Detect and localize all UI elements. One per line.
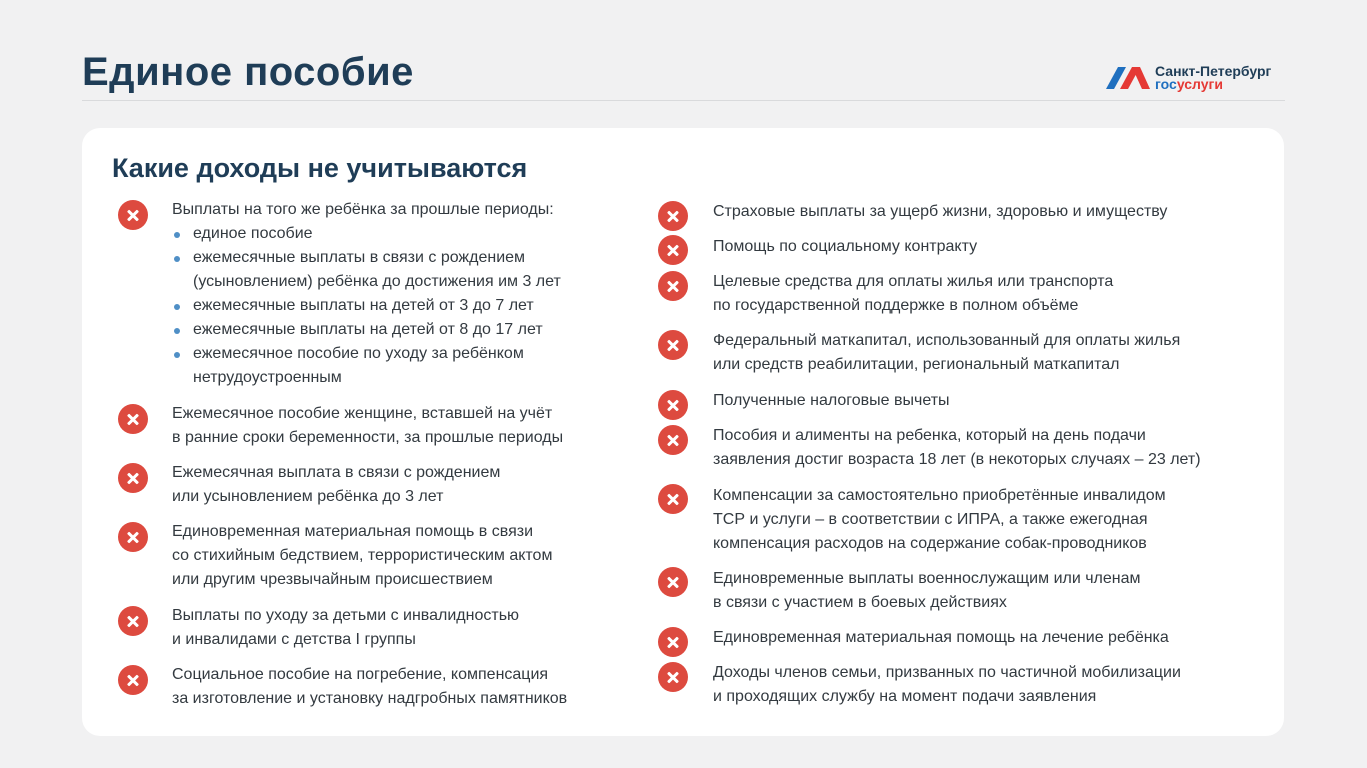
item-text-line: Доходы членов семьи, призванных по частичной мобилизации: [713, 664, 1181, 681]
item-text-line: в ранние сроки беременности, за прошлые периоды: [172, 429, 564, 446]
x-circle-icon: [118, 200, 148, 230]
x-circle-icon: [118, 463, 148, 493]
x-circle-icon: [658, 330, 688, 360]
item-text-line: Федеральный маткапитал, использованный для оплаты жилья: [713, 332, 1181, 349]
x-circle-icon: [658, 390, 688, 420]
item-text-line: или усыновлением ребёнка до 3 лет: [172, 488, 444, 505]
x-circle-icon: [658, 662, 688, 692]
x-circle-icon: [658, 201, 688, 231]
item-text-line: Выплаты по уходу за детьми с инвалидностью: [172, 607, 520, 624]
x-circle-icon: [658, 627, 688, 657]
x-circle-icon: [658, 271, 688, 301]
item-text-line: Ежемесячная выплата в связи с рождением: [172, 464, 501, 481]
item-text-line: компенсация расходов на содержание собак-проводников: [713, 535, 1147, 552]
item-text-line: за изготовление и установку надгробных памятников: [172, 690, 568, 707]
item-text-line: Компенсации за самостоятельно приобретённые инвалидом: [713, 487, 1166, 504]
item-text-line: в связи с участием в боевых действиях: [713, 594, 1007, 611]
section-title: Какие доходы не учитываются: [112, 153, 528, 183]
item-text-line: Ежемесячное пособие женщине, вставшей на учёт: [172, 405, 553, 422]
item-text-line: Пособия и алименты на ребенка, который на день подачи: [713, 427, 1146, 444]
item-text-line: и проходящих службу на момент подачи заявления: [713, 688, 1097, 705]
gosuslugi-spb-logo[interactable]: [1106, 60, 1286, 90]
x-circle-icon: [658, 235, 688, 265]
logo-city: Санкт-Петербург: [1155, 63, 1272, 79]
item-text-line: и инвалидами с детства I группы: [172, 631, 416, 648]
logo-service: [1155, 77, 1223, 91]
item-text-line: Полученные налоговые вычеты: [713, 392, 950, 409]
x-circle-icon: [658, 425, 688, 455]
item-text: Выплаты на того же ребёнка за прошлые периоды:: [172, 201, 554, 218]
bullet-list: [172, 222, 561, 390]
item-text-line: Страховые выплаты за ущерб жизни, здоровью и имуществу: [713, 203, 1168, 220]
item-text-line: или другим чрезвычайным происшествием: [172, 571, 493, 588]
gosuslugi-logo-icon: [1106, 61, 1150, 89]
item-text-line: Помощь по социальному контракту: [713, 238, 978, 255]
bullet-item: ежемесячные выплаты на детей от 3 до 7 лет: [172, 294, 561, 318]
x-circle-icon: [658, 567, 688, 597]
item-text-line: Социальное пособие на погребение, компенсация: [172, 666, 549, 683]
item-text-line: ТСР и услуги – в соответствии с ИПРА, а также ежегодная: [713, 511, 1148, 528]
item-text-line: со стихийным бедствием, террористическим актом: [172, 547, 553, 564]
x-circle-icon: [118, 404, 148, 434]
item-text-line: Единовременная материальная помощь в связи: [172, 523, 534, 540]
item-text-line: Единовременные выплаты военнослужащим или членам: [713, 570, 1141, 587]
item-text-line: Единовременная материальная помощь на лечение ребёнка: [713, 629, 1169, 646]
item-text-line: Целевые средства для оплаты жилья или транспорта: [713, 273, 1114, 290]
title-divider: [82, 100, 1285, 101]
bullet-item: ежемесячные выплаты на детей от 8 до 17 лет: [172, 318, 561, 342]
x-circle-icon: [118, 522, 148, 552]
bullet-item: ежемесячное пособие по уходу за ребёнком нетрудоустроенным: [172, 342, 561, 390]
item-text-line: по государственной поддержке в полном объёме: [713, 297, 1079, 314]
item-text-line: заявления достиг возраста 18 лет (в некоторых случаях – 23 лет): [713, 451, 1201, 468]
logo-service-part2: услуги: [1176, 76, 1223, 92]
info-card: [82, 128, 1284, 736]
logo-service-part1: гос: [1155, 76, 1177, 92]
x-circle-icon: [118, 665, 148, 695]
x-circle-icon: [658, 484, 688, 514]
item-text-line: или средств реабилитации, региональный маткапитал: [713, 356, 1120, 373]
bullet-item: ежемесячные выплаты в связи с рождением (усыновлением) ребёнка до достижения им 3 лет: [172, 246, 561, 294]
page-title: Единое пособие: [82, 50, 414, 94]
x-circle-icon: [118, 606, 148, 636]
bullet-item: единое пособие: [172, 222, 561, 246]
